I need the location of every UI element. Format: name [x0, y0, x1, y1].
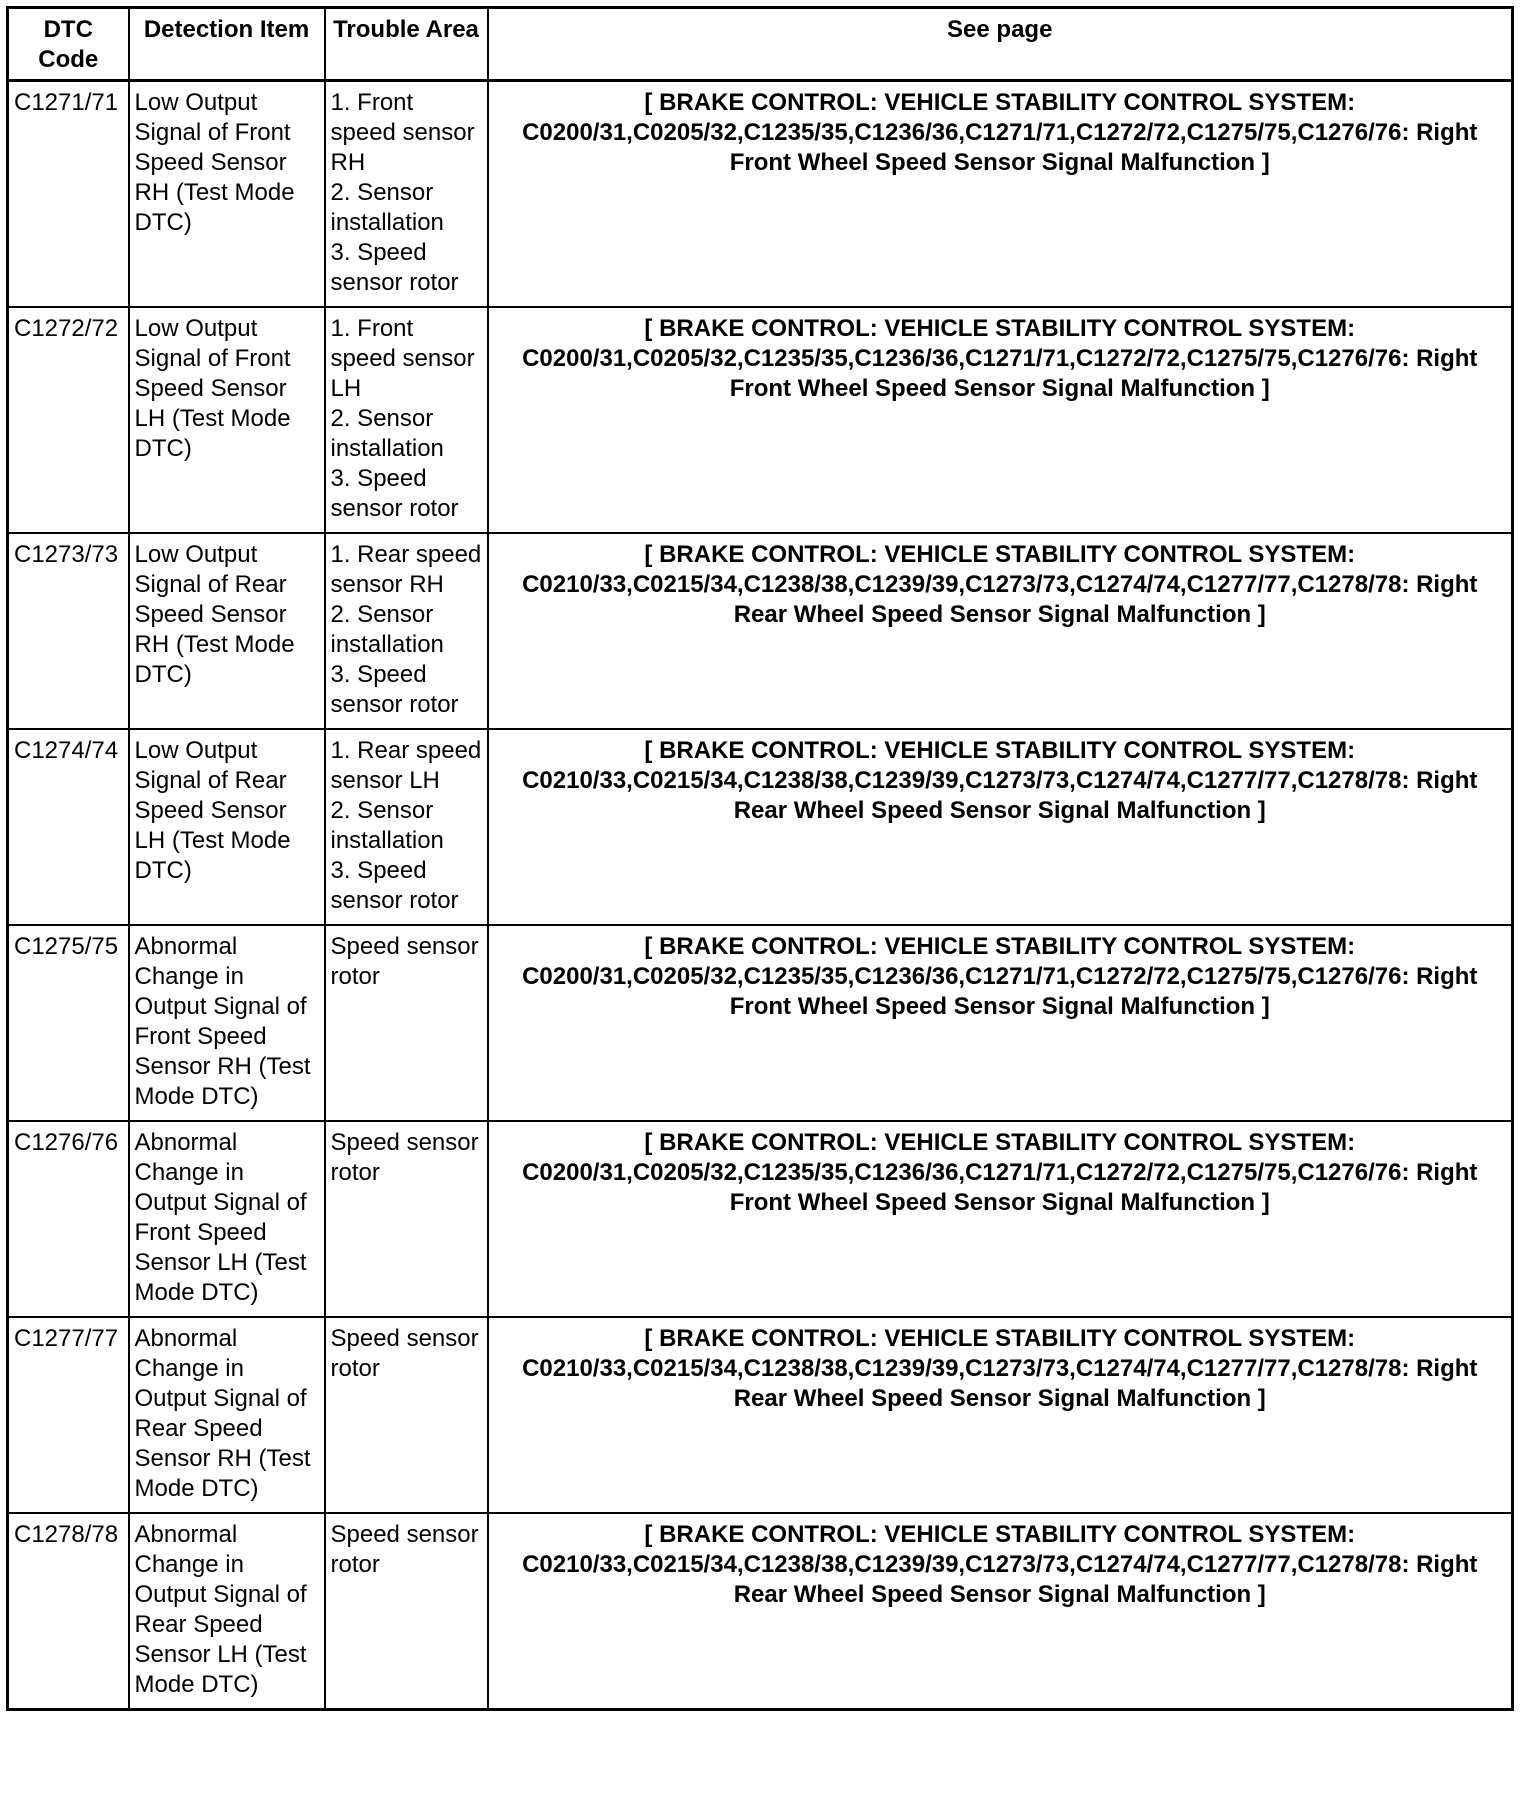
- detection-item-cell: Abnormal Change in Output Signal of Rear Speed Sensor RH (Test Mode DTC): [129, 1317, 325, 1513]
- trouble-area-item: 3. Speed sensor rotor: [330, 857, 459, 914]
- see-page-link[interactable]: [ BRAKE CONTROL: VEHICLE STABILITY CONTROL SYSTEM: C0200/31,C0205/32,C1235/35,C1236/36,C1271/71,C1272/72,C1275/75,C1276/76: Right Front Wheel Speed Sensor Signal Malfunction ]: [488, 81, 1513, 308]
- table-row: [8, 1317, 1513, 1513]
- trouble-area-item: 3. Speed sensor rotor: [330, 465, 459, 522]
- trouble-area-cell: [325, 307, 488, 533]
- trouble-area-item: 3. Speed sensor rotor: [330, 661, 459, 718]
- trouble-area-item: 1. Front speed sensor RH: [330, 89, 475, 176]
- trouble-area-item: Speed sensor rotor: [330, 1129, 479, 1186]
- header-row: [8, 8, 1513, 81]
- trouble-area-item: 2. Sensor installation: [330, 179, 444, 236]
- trouble-area-item: 2. Sensor installation: [330, 797, 444, 854]
- detection-item-cell: Abnormal Change in Output Signal of Rear Speed Sensor LH (Test Mode DTC): [129, 1513, 325, 1710]
- trouble-area-cell: [325, 925, 488, 1121]
- see-page-link[interactable]: [ BRAKE CONTROL: VEHICLE STABILITY CONTROL SYSTEM: C0210/33,C0215/34,C1238/38,C1239/39,C1273/73,C1274/74,C1277/77,C1278/78: Right Rear Wheel Speed Sensor Signal Malfunction ]: [488, 729, 1513, 925]
- see-page-link[interactable]: [ BRAKE CONTROL: VEHICLE STABILITY CONTROL SYSTEM: C0210/33,C0215/34,C1238/38,C1239/39,C1273/73,C1274/74,C1277/77,C1278/78: Right Rear Wheel Speed Sensor Signal Malfunction ]: [488, 1317, 1513, 1513]
- trouble-area-cell: [325, 533, 488, 729]
- detection-item-cell: Low Output Signal of Front Speed Sensor RH (Test Mode DTC): [129, 81, 325, 308]
- header-trouble-area: Trouble Area: [325, 8, 488, 81]
- trouble-area-item: 1. Front speed sensor LH: [330, 315, 475, 402]
- header-detection-item: Detection Item: [129, 8, 325, 81]
- trouble-area-cell: [325, 1317, 488, 1513]
- table-row: [8, 1513, 1513, 1710]
- trouble-area-item: Speed sensor rotor: [330, 1521, 479, 1578]
- dtc-code-cell: C1278/78: [8, 1513, 129, 1710]
- table-row: [8, 533, 1513, 729]
- detection-item-cell: Abnormal Change in Output Signal of Front Speed Sensor LH (Test Mode DTC): [129, 1121, 325, 1317]
- trouble-area-cell: [325, 1121, 488, 1317]
- header-see-page: See page: [488, 8, 1513, 81]
- dtc-code-cell: C1277/77: [8, 1317, 129, 1513]
- table-row: [8, 81, 1513, 308]
- dtc-code-cell: C1272/72: [8, 307, 129, 533]
- see-page-link[interactable]: [ BRAKE CONTROL: VEHICLE STABILITY CONTROL SYSTEM: C0200/31,C0205/32,C1235/35,C1236/36,C1271/71,C1272/72,C1275/75,C1276/76: Right Front Wheel Speed Sensor Signal Malfunction ]: [488, 1121, 1513, 1317]
- table-body: [8, 81, 1513, 1710]
- detection-item-cell: Low Output Signal of Rear Speed Sensor LH (Test Mode DTC): [129, 729, 325, 925]
- table-row: [8, 307, 1513, 533]
- see-page-link[interactable]: [ BRAKE CONTROL: VEHICLE STABILITY CONTROL SYSTEM: C0200/31,C0205/32,C1235/35,C1236/36,C1271/71,C1272/72,C1275/75,C1276/76: Right Front Wheel Speed Sensor Signal Malfunction ]: [488, 307, 1513, 533]
- trouble-area-item: 1. Rear speed sensor RH: [330, 541, 482, 598]
- trouble-area-cell: [325, 1513, 488, 1710]
- detection-item-cell: Low Output Signal of Front Speed Sensor LH (Test Mode DTC): [129, 307, 325, 533]
- detection-item-cell: Abnormal Change in Output Signal of Front Speed Sensor RH (Test Mode DTC): [129, 925, 325, 1121]
- table-row: [8, 925, 1513, 1121]
- table-row: [8, 1121, 1513, 1317]
- see-page-link[interactable]: [ BRAKE CONTROL: VEHICLE STABILITY CONTROL SYSTEM: C0210/33,C0215/34,C1238/38,C1239/39,C1273/73,C1274/74,C1277/77,C1278/78: Right Rear Wheel Speed Sensor Signal Malfunction ]: [488, 533, 1513, 729]
- dtc-code-cell: C1273/73: [8, 533, 129, 729]
- trouble-area-item: 3. Speed sensor rotor: [330, 239, 459, 296]
- dtc-code-cell: C1271/71: [8, 81, 129, 308]
- dtc-code-cell: C1276/76: [8, 1121, 129, 1317]
- detection-item-cell: Low Output Signal of Rear Speed Sensor RH (Test Mode DTC): [129, 533, 325, 729]
- trouble-area-cell: [325, 81, 488, 308]
- trouble-area-item: 2. Sensor installation: [330, 405, 444, 462]
- trouble-area-cell: [325, 729, 488, 925]
- trouble-area-item: Speed sensor rotor: [330, 933, 479, 990]
- see-page-link[interactable]: [ BRAKE CONTROL: VEHICLE STABILITY CONTROL SYSTEM: C0210/33,C0215/34,C1238/38,C1239/39,C1273/73,C1274/74,C1277/77,C1278/78: Right Rear Wheel Speed Sensor Signal Malfunction ]: [488, 1513, 1513, 1710]
- table-header: [8, 8, 1513, 81]
- trouble-area-item: 1. Rear speed sensor LH: [330, 737, 482, 794]
- dtc-code-cell: C1275/75: [8, 925, 129, 1121]
- dtc-table: [6, 6, 1514, 1711]
- header-dtc-code: DTC Code: [8, 8, 129, 81]
- see-page-link[interactable]: [ BRAKE CONTROL: VEHICLE STABILITY CONTROL SYSTEM: C0200/31,C0205/32,C1235/35,C1236/36,C1271/71,C1272/72,C1275/75,C1276/76: Right Front Wheel Speed Sensor Signal Malfunction ]: [488, 925, 1513, 1121]
- table-row: [8, 729, 1513, 925]
- trouble-area-item: 2. Sensor installation: [330, 601, 444, 658]
- dtc-code-cell: C1274/74: [8, 729, 129, 925]
- trouble-area-item: Speed sensor rotor: [330, 1325, 479, 1382]
